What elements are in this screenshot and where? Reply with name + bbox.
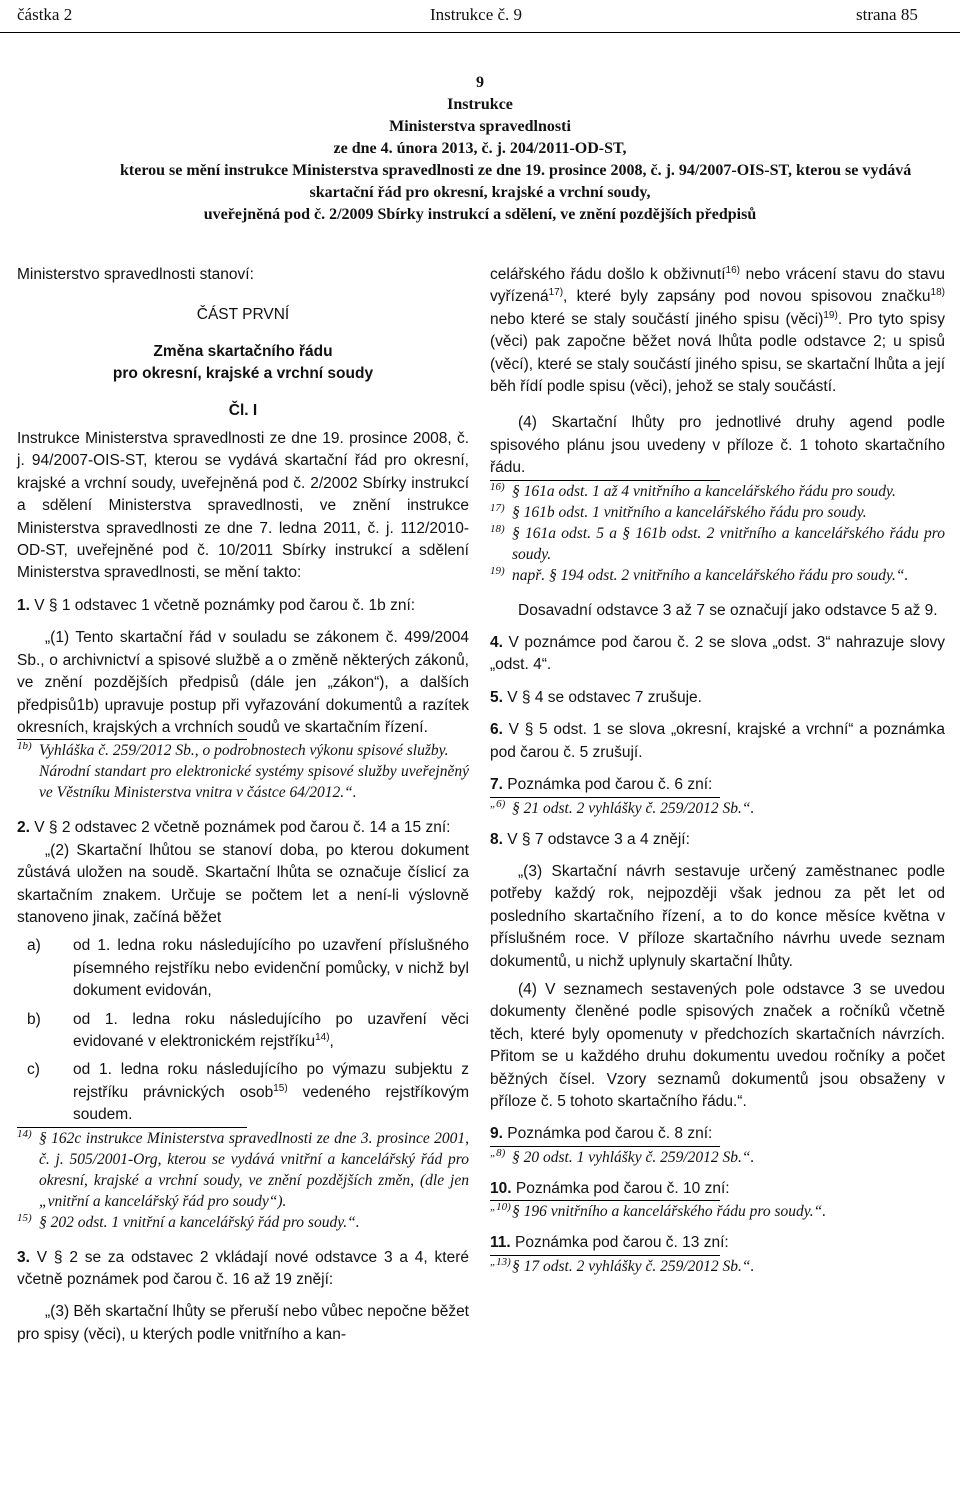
point-2-text: V § 2 odstavec 2 včetně poznámek pod čarou č. 14 a 15 zní: xyxy=(34,819,451,837)
sup-18: 18) xyxy=(930,287,945,299)
footnote-19-text: např. § 194 odst. 2 vnitřního a kancelářského řádu pro soudy.“. xyxy=(512,566,909,584)
part-subheading-2: pro okresní, krajské a vrchní soudy xyxy=(112,365,374,383)
footnote-15 xyxy=(17,1212,469,1233)
point-5-text: V § 4 se odstavec 7 zrušuje. xyxy=(507,688,702,706)
list-item-c xyxy=(17,1059,469,1126)
list-item-b-text: od 1. ledna roku následujícího po uzavření věci evidované v elektronickém rejstříku xyxy=(73,1010,469,1050)
point-11 xyxy=(490,1232,945,1254)
point-1 xyxy=(17,595,469,617)
footnote-15-mark: 15) xyxy=(17,1211,32,1224)
title-line-3: uveřejněná pod č. 2/2009 Sbírky instrukcí a sdělení, ve znění pozdějších předpisů xyxy=(203,206,757,223)
point-7-text: Poznámka pod čarou č. 6 zní: xyxy=(507,776,713,794)
point-4-number: 4. xyxy=(490,634,503,652)
list-item-a-label: a) xyxy=(27,937,41,955)
footnote-15-text: § 202 odst. 1 vnitřní a kancelářský řád pro soudy.“. xyxy=(39,1213,360,1231)
issue-label: částka 2 xyxy=(17,5,73,24)
footnote-13-text: § 17 odst. 2 vyhlášky č. 259/2012 Sb.“. xyxy=(512,1257,755,1275)
point-10 xyxy=(490,1178,945,1200)
title-line-2: skartační řád pro okresní, krajské a vrchní soudy, xyxy=(309,184,651,201)
footnote-13-mark: „13) xyxy=(490,1255,511,1268)
point-3-text: V § 2 se za odstavec 2 vkládají nové odstavce 3 a 4, které včetně poznámek pod čarou č. 16 až 19 znějí: xyxy=(17,1248,469,1288)
point-3 xyxy=(17,1247,469,1292)
point-2-quote: „(2) Skartační lhůtou se stanoví doba, po kterou dokument zůstává uložen na soudě. Skartační lhůta se označuje číslicí za skartačním znakem. Určuje se počtem let a není-li výslovně stanoveno jinak, začíná běžet xyxy=(17,841,469,926)
footnote-10-text: § 196 vnitřního a kancelářského řádu pro soudy.“. xyxy=(512,1203,827,1221)
point-11-text: Poznámka pod čarou č. 13 zní: xyxy=(515,1234,729,1252)
point-2-number: 2. xyxy=(17,819,30,837)
document-title xyxy=(120,72,912,226)
point-11-number: 11. xyxy=(490,1234,511,1252)
point-1-number: 1. xyxy=(17,596,30,614)
title-issuer: Ministerstva spravedlnosti xyxy=(389,118,571,135)
article-heading: Čl. I xyxy=(228,401,258,419)
list-item-a xyxy=(17,935,469,1002)
footnote-1b xyxy=(17,740,469,803)
point-4 xyxy=(490,632,945,677)
footnote-14 xyxy=(17,1128,469,1212)
footnote-10 xyxy=(490,1201,945,1222)
article-text: Instrukce Ministerstva spravedlnosti ze dne 19. prosince 2008, č. j. 94/2007-OIS-ST, kterou se vydává skartační řád pro okresní, krajské a vrchní soudy, uveřejněná pod č. 2/2002 Sbírky instrukcí a sdělení Ministerstva spravedlnosti, ve znění instrukce Ministerstva spravedlnosti ze dne 7. ledna 2011, č. j. 112/2010-OD-ST, uveřejněné pod č. 10/2011 Sbírky instrukcí a sdělení Ministerstva spravedlnosti, se mění takto: xyxy=(17,430,469,582)
continuation-part-3: , které byly zapsány pod novou spisovou značku xyxy=(563,288,931,306)
footnote-19-mark: 19) xyxy=(490,564,505,577)
list-item-c-sup: 15) xyxy=(273,1082,288,1094)
footnote-1b-mark: 1b) xyxy=(17,740,32,753)
point-1-text: V § 1 odstavec 1 včetně poznámky pod čarou č. 1b zní: xyxy=(34,596,416,614)
footnote-17-mark: 17) xyxy=(490,501,505,514)
list-item-a-text: od 1. ledna roku následujícího po uzavření příslušného písemného rejstříku nebo evidenční pomůcky, v nichž byl dokument evidován, xyxy=(73,937,469,1000)
point-9-text: Poznámka pod čarou č. 8 zní: xyxy=(507,1125,713,1143)
footnote-16 xyxy=(490,481,945,502)
sup-16: 16) xyxy=(725,264,740,276)
point-7 xyxy=(490,774,945,796)
footnote-18-mark: 18) xyxy=(490,522,505,535)
list-item-b-sup: 14) xyxy=(315,1031,330,1043)
point-1-quote: „(1) Tento skartační řád v souladu se zákonem č. 499/2004 Sb., o archivnictví a spisové službě a o změně některých zákonů, ve znění pozdějších předpisů (dále jen „zákon“), a dalších předpisů1b) upravuje postup při vyřazování dokumentů a razítek okresních, krajských a vrchních soudů ve skartačním řízení. xyxy=(17,629,469,736)
paragraph-4: (4) Skartační lhůty pro jednotlivé druhy agend podle spisového plánu jsou uvedeny v příloze č. 1 tohoto skartačního řádu. xyxy=(490,414,945,477)
point-4-text: V poznámce pod čarou č. 2 se slova „odst. 3“ nahrazuje slovy „odst. 4“. xyxy=(490,634,946,674)
point-3-number: 3. xyxy=(17,1248,30,1266)
point-3-quote: „(3) Běh skartační lhůty se přeruší nebo vůbec nepočne běžet pro spisy (věci), u kterých podle vnitřního a kan- xyxy=(17,1303,469,1343)
page-number: strana 85 xyxy=(856,5,918,24)
point-8-quote-2: (4) V seznamech sestavených pole odstavce 3 se uvedou dokumenty členěné podle spisových značek a ročníků včetně těch, které byly opomenuty v předchozích skartačních návrzích. Přitom se u každého druhu dokumentu uvedou ročníky a počet běžných čísel. Vzory seznamů dokumentů jsou obsaženy v příloze č. 5 tohoto skartačního řádu.“. xyxy=(490,980,945,1110)
point-9 xyxy=(490,1123,945,1145)
footnote-1b-text-2: Národní standart pro elektronické systémy spisové služby uveřejněný ve Věstníku Ministerstva vnitra v částce 64/2012.“. xyxy=(39,763,469,802)
point-6-text: V § 5 odst. 1 se slova „okresní, krajské a vrchní“ a poznámka pod čarou č. 5 zrušují. xyxy=(490,721,945,761)
list-item-b-label: b) xyxy=(27,1010,41,1028)
point-7-number: 7. xyxy=(490,776,503,794)
list-item-b xyxy=(17,1009,469,1054)
instruction-label: Instrukce č. 9 xyxy=(430,5,523,24)
list-item-c-label: c) xyxy=(27,1061,40,1079)
footnote-1b-text: Vyhláška č. 259/2012 Sb., o podrobnostech výkonu spisové služby. xyxy=(39,742,449,760)
footnote-16-mark: 16) xyxy=(490,480,505,493)
point-8-text: V § 7 odstavce 3 a 4 znějí: xyxy=(507,830,690,848)
point-8-number: 8. xyxy=(490,830,503,848)
sup-17: 17) xyxy=(548,287,564,299)
point-10-number: 10. xyxy=(490,1179,512,1197)
header-rule xyxy=(0,32,960,33)
continuation-part-4: nebo které se staly součástí jiného spisu (věci) xyxy=(490,310,824,328)
continuation-part-1: celářského řádu došlo k obživnutí xyxy=(490,266,726,283)
title-number: 9 xyxy=(476,74,484,91)
title-line-1: kterou se mění instrukce Ministerstva spravedlnosti ze dne 19. prosince 2008, č. j. 94/2007-OIS-ST, kterou se vydává xyxy=(120,162,912,179)
left-column xyxy=(17,264,469,1346)
title-kind: Instrukce xyxy=(447,96,513,113)
renumbering-note: Dosavadní odstavce 3 až 7 se označují jako odstavce 5 až 9. xyxy=(518,601,938,619)
page-header xyxy=(0,0,960,30)
right-column xyxy=(490,264,945,1277)
footnote-10-mark: „10) xyxy=(490,1201,511,1214)
part-heading: ČÁST PRVNÍ xyxy=(196,306,290,324)
footnote-6-text: § 21 odst. 2 vyhlášky č. 259/2012 Sb.“. xyxy=(512,799,755,817)
sup-19: 19) xyxy=(823,309,838,321)
point-6 xyxy=(490,719,945,764)
footnote-6-mark: „6) xyxy=(490,797,506,810)
point-8 xyxy=(490,829,945,851)
footnote-8-mark: „8) xyxy=(490,1146,506,1159)
footnote-14-mark: 14) xyxy=(17,1127,32,1140)
footnote-13 xyxy=(490,1256,945,1277)
footnote-8-text: § 20 odst. 1 vyhlášky č. 259/2012 Sb.“. xyxy=(512,1148,755,1166)
continuation-part-2: nebo vrácení stavu do stavu vyřízená xyxy=(490,266,945,306)
continuation-part-5: . Pro tyto spisy (věci) pak započne běžet nová lhůta podle odstavce 2; u spisů (věcí), které se staly součástí jiného spisu, se skartační lhůta a její běh řídí podle spisu (věci), jehož se staly součástí. xyxy=(490,310,945,396)
footnote-19 xyxy=(490,565,945,586)
list-item-c-text: od 1. ledna roku následujícího po výmazu subjektu z rejstříku právnických osob xyxy=(73,1061,469,1101)
point-8-quote-1: „(3) Skartační návrh sestavuje určený zaměstnanec podle potřeby každý rok, nejpozději však jednou za pět let od posledního skartačního řízení, a to do konce měsíce května v příslušném roce. V příloze skartačního návrhu uvede seznam dokumentů, u nichž uplynuly skartační lhůty. xyxy=(490,862,945,970)
point-2 xyxy=(17,817,469,839)
point-5 xyxy=(490,687,945,709)
point-5-number: 5. xyxy=(490,688,503,706)
intro-text: Ministerstvo spravedlnosti stanoví: xyxy=(17,266,254,283)
footnote-16-text: § 161a odst. 1 až 4 vnitřního a kancelářského řádu pro soudy. xyxy=(512,482,896,500)
list-item-b-tail: , xyxy=(329,1032,334,1050)
footnote-18-text: § 161a odst. 5 a § 161b odst. 2 vnitřního a kancelářského řádu pro soudy. xyxy=(512,524,945,563)
point-10-text: Poznámka pod čarou č. 10 zní: xyxy=(515,1179,730,1197)
point-6-number: 6. xyxy=(490,721,503,739)
title-date: ze dne 4. února 2013, č. j. 204/2011-OD-ST, xyxy=(333,140,627,157)
footnote-17 xyxy=(490,502,945,523)
point-9-number: 9. xyxy=(490,1125,503,1143)
footnote-18 xyxy=(490,523,945,565)
footnote-14-text: § 162c instrukce Ministerstva spravedlnosti ze dne 3. prosince 2001, č. j. 505/2001-Org, kterou se vydává vnitřní a kancelářský řád pro okresní, krajské a vrchní soudy, ve znění pozdějších změn, (dle jen „vnitřní a kancelářský řád pro soudy“). xyxy=(39,1129,469,1210)
footnote-6 xyxy=(490,798,945,819)
footnote-17-text: § 161b odst. 1 vnitřního a kancelářského řádu pro soudy. xyxy=(512,503,867,521)
list-item-c-tail: vedeného rejstříkovým soudem. xyxy=(73,1083,469,1124)
continuation-paragraph xyxy=(490,264,945,398)
footnote-8 xyxy=(490,1147,945,1168)
part-subheading-1: Změna skartačního řádu xyxy=(153,342,333,360)
